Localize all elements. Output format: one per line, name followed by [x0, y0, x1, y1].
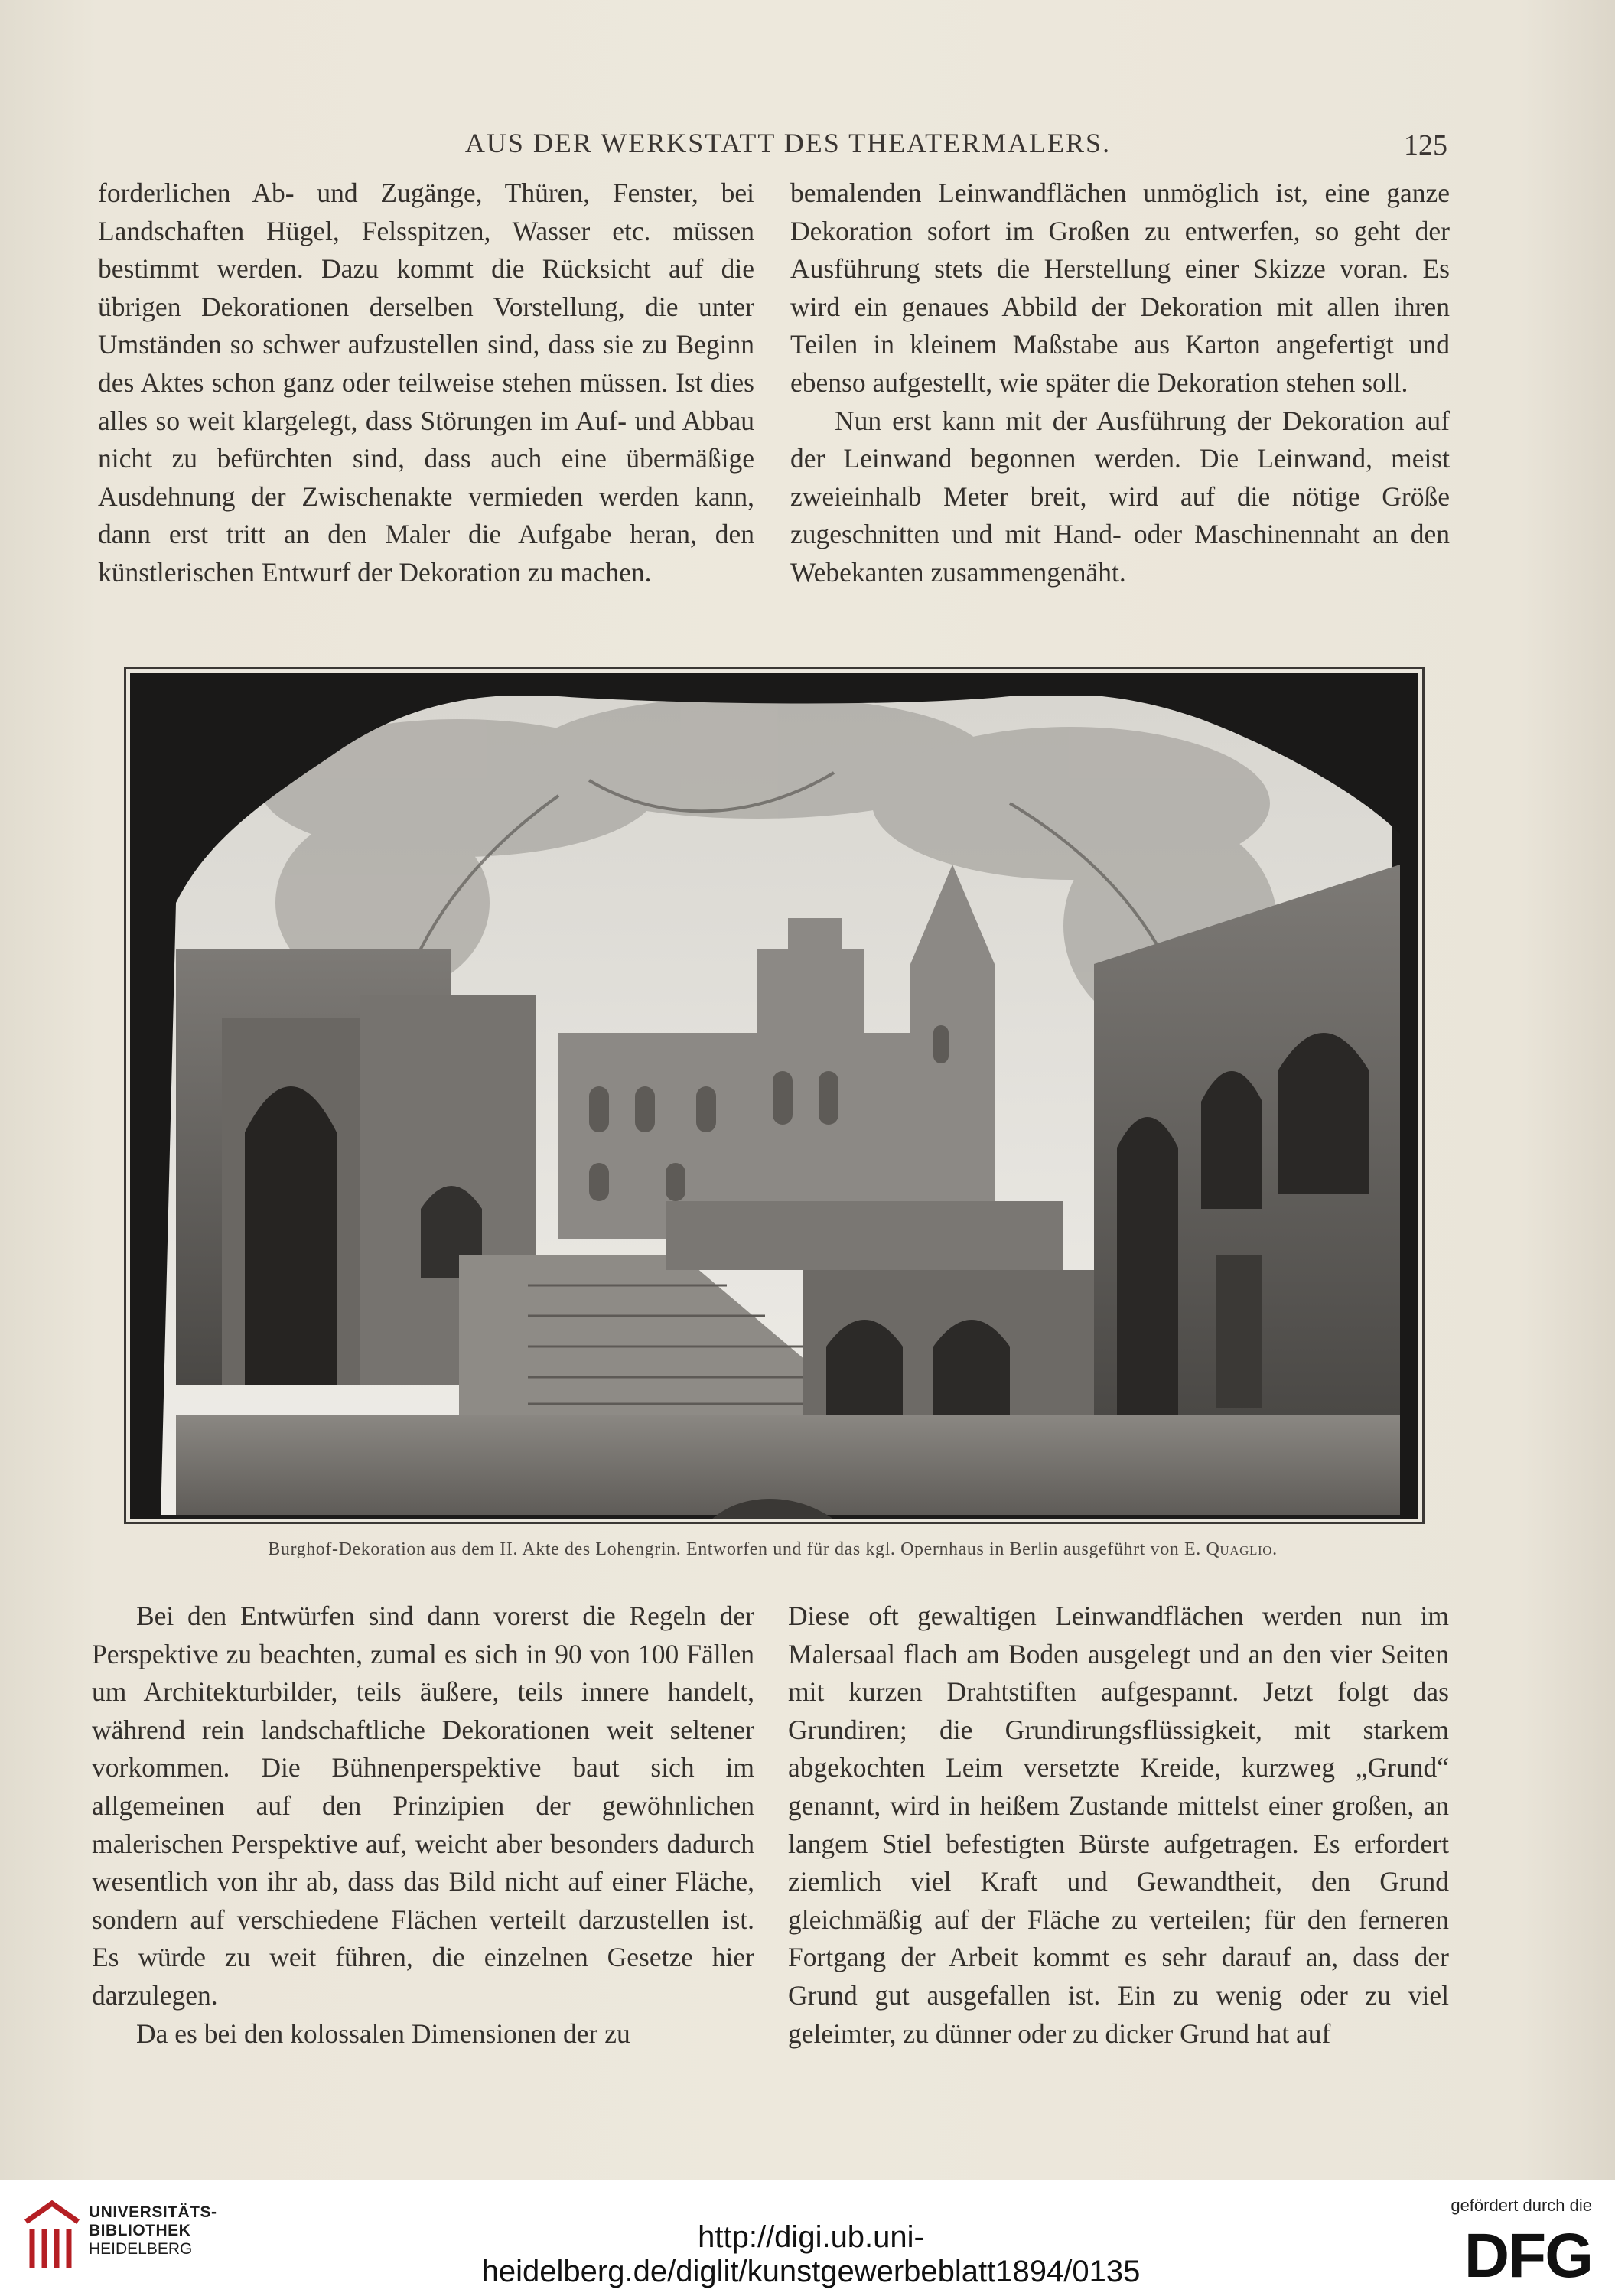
university-library-logo-icon[interactable]	[21, 2199, 83, 2272]
column-top-left	[98, 174, 754, 592]
paragraph: forderlichen Ab- und Zugänge, Thüren, Fenster, bei Landschaften Hügel, Felsspitzen, Wasser etc. müssen bestimmt werden. Dazu kommt die Rücksicht auf die übrigen Dekorationen derselben Vorstellung, die unter Umständen so schwer aufzustellen sind, dass sie zu Beginn des Aktes schon ganz oder teilweise stehen müssen. Ist dies alles so weit klargelegt, dass Störungen im Auf- und Abbau nicht zu befürchten sind, dass auch eine übermäßige Ausdehnung der Zwischenakte vermieden werden kann, dann erst tritt an den Maler die Aufgabe heran, den künstlerischen Entwurf der Dekoration zu machen.	[98, 177, 754, 588]
dfg-logo[interactable]: DFG	[1464, 2221, 1592, 2291]
library-line: BIBLIOTHEK	[89, 2222, 191, 2239]
permalink-url[interactable]: http://digi.ub.uni-heidelberg.de/diglit/kunstgewerbeblatt1894/0135	[481, 2220, 1141, 2288]
library-name[interactable]	[89, 2203, 217, 2259]
column-bottom-left	[92, 1597, 754, 2053]
figure-caption	[92, 1539, 1454, 1560]
funded-by-label: gefördert durch die	[1451, 2196, 1592, 2215]
paragraph: Bei den Entwürfen sind dann vorerst die Regeln der Perspektive zu beachten, zumal es sich in 90 von 100 Fällen um Architekturbilder, teils äußere, teils innere handelt, während rein landschaftliche Dekorationen weit seltener vorkommen. Die Bühnenperspektive baut sich im allgemeinen auf den Prinzipien der gewöhnlichen malerischen Perspektive auf, weicht aber besonders dadurch wesentlich von ihr ab, dass das Bild nicht auf einer Fläche, sondern auf verschiedene Flächen verteilt darzustellen ist. Es würde zu weit führen, die einzelnen Gesetze hier darzulegen.	[92, 1601, 754, 2011]
paragraph: Nun erst kann mit der Ausführung der Dekoration auf der Leinwand begonnen werden. Die Leinwand, meist zweieinhalb Meter breit, wird auf die nötige Größe zugeschnitten und mit Hand- oder Maschinennaht an den Webekanten zusammengenäht.	[790, 405, 1450, 588]
column-top-right	[790, 174, 1450, 592]
paragraph: bemalenden Leinwandflächen unmöglich ist, eine ganze Dekoration sofort im Großen zu entwerfen, so geht der Ausführung stets die Herstellung einer Skizze voran. Es wird ein genaues Abbild der Dekoration mit allen ihren Teilen in kleinem Maßstabe aus Karton angefertigt und ebenso aufgestellt, wie später die Dekoration stehen soll.	[790, 177, 1450, 398]
library-line: UNIVERSITÄTS-	[89, 2203, 217, 2221]
caption-artist: Quaglio.	[1206, 1539, 1278, 1559]
paragraph: Diese oft gewaltigen Leinwandflächen werden nun im Malersaal flach am Boden ausgelegt und an den vier Seiten mit kurzen Drahtstiften aufgespannt. Jetzt folgt das Grundiren; die Grundirungsflüssigkeit, mit starkem abgekochten Leim versetzte Kreide, kurzweg „Grund“ genannt, wird in heißem Zustande mittelst einer großen, an langem Stiel befestigten Bürste aufgetragen. Es erfordert ziemlich viel Kraft und Gewandtheit, den Grund gleichmäßig auf der Fläche zu verteilen; für den ferneren Fortgang der Arbeit kommt es sehr darauf an, dass der Grund gut ausgefallen ist. Ein zu wenig oder zu viel geleimter, zu dünner oder zu dicker Grund hat auf	[788, 1601, 1449, 2049]
caption-text: Burghof-Dekoration aus dem II. Akte des Lohengrin. Entworfen und für das kgl. Opernhaus in Berlin ausgeführt von E.	[268, 1539, 1206, 1559]
column-bottom-right	[788, 1597, 1449, 2053]
library-line: HEIDELBERG	[89, 2240, 193, 2258]
digitization-footer	[0, 2180, 1615, 2296]
paragraph: Da es bei den kolossalen Dimensionen der zu	[136, 2018, 630, 2049]
stage-scene-image	[130, 673, 1418, 1519]
running-title: AUS DER WERKSTATT DES THEATERMALERS.	[464, 128, 1112, 158]
page-number: 125	[1404, 129, 1447, 161]
stage-design-illustration	[124, 667, 1425, 1524]
